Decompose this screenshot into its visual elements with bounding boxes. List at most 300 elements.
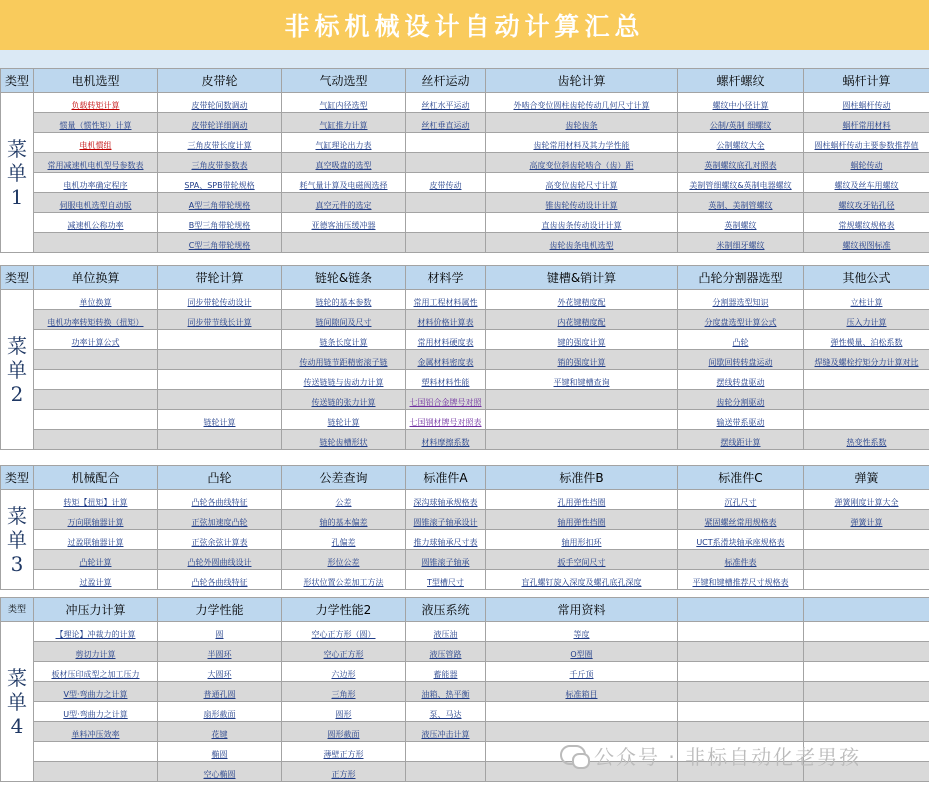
calc-link[interactable]: 公制螺纹大全	[716, 141, 765, 150]
table-cell	[282, 570, 406, 590]
calc-link[interactable]: C型三角带轮规格	[188, 241, 251, 250]
calc-link[interactable]: 链轮计算	[327, 418, 360, 427]
calc-link[interactable]: 正弦余弦计算表	[191, 538, 248, 547]
table-cell	[678, 490, 804, 510]
calc-link[interactable]: 圆锥滚子轴承	[421, 558, 470, 567]
table-cell	[406, 370, 486, 390]
table-cell	[678, 530, 804, 550]
calc-link[interactable]: 传送链的张力计算	[311, 398, 376, 407]
category-header: 气动选型	[282, 69, 406, 93]
table-row	[1, 173, 929, 193]
calc-link[interactable]: 英制螺纹	[724, 221, 757, 230]
category-header: 其他公式	[804, 266, 929, 290]
calc-link[interactable]: 板材压印成型之加工压力	[51, 670, 140, 679]
calc-link[interactable]: 泵、马达	[429, 710, 462, 719]
calc-link[interactable]: 三角皮带参数表	[191, 161, 248, 170]
calc-link[interactable]: 平键和键槽推荐尺寸规格表	[692, 578, 789, 587]
calc-link[interactable]: 高变位齿轮尺寸计算	[545, 181, 618, 190]
calc-link[interactable]: 扇形截面	[203, 710, 236, 719]
table-cell	[406, 490, 486, 510]
table-row	[1, 530, 929, 550]
calc-link[interactable]: 液压管路	[429, 650, 462, 659]
calc-link[interactable]: 圆柱蜗杆传动主要参数推荐值	[814, 141, 919, 150]
calc-link[interactable]: 凸轮计算	[79, 558, 112, 567]
table-cell	[406, 642, 486, 662]
table-cell	[158, 93, 282, 113]
calc-link[interactable]: 美制管细螺纹&英制电器螺纹	[689, 181, 792, 190]
table-cell	[158, 193, 282, 213]
calc-link[interactable]: 真空吸盘的选型	[315, 161, 372, 170]
calc-link[interactable]: 六边形	[331, 670, 356, 679]
table-cell	[804, 233, 929, 253]
table-cell	[406, 762, 486, 782]
calc-link[interactable]: 间歇回转转盘运动	[708, 358, 773, 367]
calc-link[interactable]: 摆线转盘驱动	[716, 378, 765, 387]
table-row	[1, 642, 929, 662]
calc-link[interactable]: 圆柱蜗杆传动	[842, 101, 891, 110]
table-cell	[678, 722, 804, 742]
calc-link[interactable]: 公差	[335, 498, 352, 507]
table-cell	[486, 430, 678, 450]
calc-link[interactable]: 传送链链与齿动力计算	[303, 378, 384, 387]
table-cell	[804, 570, 929, 590]
table-cell	[406, 330, 486, 350]
calc-link[interactable]: 功率计算公式	[71, 338, 120, 347]
calc-link[interactable]: U型·弯曲力之计算	[63, 710, 128, 719]
calc-link[interactable]: 外啮合变位圆柱齿轮传动几何尺寸计算	[513, 101, 650, 110]
calc-link[interactable]: 三角皮带长度计算	[187, 141, 252, 150]
table-cell	[678, 370, 804, 390]
calc-link[interactable]: 耗气量计算及电磁阀选择	[299, 181, 388, 190]
calc-link[interactable]: 输送带系驱动	[716, 418, 765, 427]
header-row	[1, 466, 929, 490]
calc-link[interactable]: 圆形截面	[327, 730, 360, 739]
table-cell	[804, 390, 929, 410]
category-header: 标准件C	[678, 466, 804, 490]
calc-link[interactable]: 惯量（惯性矩）计算	[59, 121, 132, 130]
table-cell	[678, 510, 804, 530]
calc-link[interactable]: 销的强度计算	[557, 358, 606, 367]
calc-link[interactable]: 内花键精度配	[557, 318, 606, 327]
table-row	[1, 622, 929, 642]
table-cell	[406, 530, 486, 550]
calc-link[interactable]: 高度变位斜齿轮啮合（齿）距	[529, 161, 634, 170]
table-cell	[406, 662, 486, 682]
calc-link[interactable]: 正弦加速度凸轮	[191, 518, 248, 527]
calc-link[interactable]: 孔偏差	[331, 538, 356, 547]
category-header: 齿轮计算	[486, 69, 678, 93]
table-cell	[486, 642, 678, 662]
table-cell	[282, 490, 406, 510]
table-cell	[282, 173, 406, 193]
table-cell	[406, 510, 486, 530]
table-cell	[158, 490, 282, 510]
table-cell	[406, 113, 486, 133]
calc-link[interactable]: V型·弯曲力之计算	[63, 690, 128, 699]
calc-link[interactable]: 过盈联轴器计算	[67, 538, 124, 547]
table-cell	[678, 570, 804, 590]
calc-link[interactable]: 推力球轴承尺寸表	[413, 538, 478, 547]
calc-link[interactable]: 空心椭圆	[203, 770, 236, 779]
table-cell	[486, 410, 678, 430]
table-cell	[34, 113, 158, 133]
category-header: 冲压力计算	[34, 598, 158, 622]
table-row	[1, 570, 929, 590]
table-cell	[282, 510, 406, 530]
title-bar	[0, 0, 929, 50]
calc-link[interactable]: 负载转矩计算	[71, 101, 120, 110]
calc-link[interactable]: 链轮计算	[203, 418, 236, 427]
calc-link[interactable]: 蓄能器	[433, 670, 458, 679]
table-cell	[678, 330, 804, 350]
calc-link[interactable]: 直齿齿条传动设计计算	[541, 221, 622, 230]
table-cell	[678, 350, 804, 370]
calc-link[interactable]: 常用工程材料属性	[413, 298, 478, 307]
table-cell	[282, 550, 406, 570]
category-header: 电机选型	[34, 69, 158, 93]
calc-link[interactable]: 形位公差	[327, 558, 360, 567]
calc-link[interactable]: 椭圆	[211, 750, 228, 759]
calc-link[interactable]: 弹性模量、泊松系数	[830, 338, 903, 347]
table-cell	[804, 370, 929, 390]
calc-link[interactable]: 真空元件的选定	[315, 201, 372, 210]
table-row	[1, 702, 929, 722]
category-header: 凸轮分割器选型	[678, 266, 804, 290]
table-cell	[406, 430, 486, 450]
calc-link[interactable]: 螺纹中小径计算	[712, 101, 769, 110]
calc-link[interactable]: T型槽尺寸	[427, 578, 464, 587]
table-cell	[34, 702, 158, 722]
calc-link[interactable]: 蜗轮传动	[850, 161, 883, 170]
calc-link[interactable]: 大圆环	[207, 670, 232, 679]
calc-link[interactable]: 单料冲压效率	[71, 730, 120, 739]
calc-link[interactable]: 齿轮分割驱动	[716, 398, 765, 407]
menu-label: 菜 单 3	[1, 490, 34, 590]
table-cell	[486, 370, 678, 390]
table-cell	[486, 570, 678, 590]
calc-link[interactable]: 分割器选型知识	[712, 298, 769, 307]
watermark	[560, 740, 861, 770]
table-cell	[158, 742, 282, 762]
table-cell	[34, 390, 158, 410]
table-cell	[406, 722, 486, 742]
calc-link[interactable]: 链轮齿槽形状	[319, 438, 368, 447]
category-header: 凸轮	[158, 466, 282, 490]
table-cell	[34, 173, 158, 193]
table-row	[1, 290, 929, 310]
category-header: 皮带轮	[158, 69, 282, 93]
calc-link[interactable]: 减速机公称功率	[67, 221, 124, 230]
calc-link[interactable]: 传动用链节距精密滚子链	[299, 358, 388, 367]
calc-link[interactable]: 皮带传动	[429, 181, 462, 190]
table-cell	[678, 133, 804, 153]
calc-link[interactable]: 亚德客油压缓冲器	[311, 221, 376, 230]
table-cell	[486, 310, 678, 330]
table-cell	[406, 742, 486, 762]
calc-link[interactable]: 三角形	[331, 690, 356, 699]
calc-link[interactable]: 沉孔尺寸	[724, 498, 757, 507]
table-cell	[804, 310, 929, 330]
table-cell	[282, 213, 406, 233]
calc-link[interactable]: 键的强度计算	[557, 338, 606, 347]
calc-link[interactable]: 链轮的基本参数	[315, 298, 372, 307]
table-row	[1, 310, 929, 330]
calc-link[interactable]: 材料摩擦系数	[421, 438, 470, 447]
table-cell	[486, 93, 678, 113]
calc-link[interactable]: B型三角带轮规格	[188, 221, 251, 230]
calc-link[interactable]: 电机功率转矩转换（扭矩）	[47, 318, 144, 327]
category-header	[678, 598, 804, 622]
header-row	[1, 69, 929, 93]
calc-link[interactable]: 轴用弹性挡圈	[557, 518, 606, 527]
calc-link[interactable]: UCT系滑块轴承座规格表	[696, 538, 785, 547]
table-cell	[34, 510, 158, 530]
table-cell	[158, 290, 282, 310]
table-cell	[406, 350, 486, 370]
calc-link[interactable]: 电机功率确定程序	[63, 181, 128, 190]
calc-link[interactable]: 单位换算	[79, 298, 112, 307]
table-cell	[158, 642, 282, 662]
table-cell	[804, 530, 929, 550]
calc-link[interactable]: 皮带轮详细调动	[191, 121, 248, 130]
calc-link[interactable]: 焊缝及螺栓拧矩分力计算对比	[814, 358, 919, 367]
category-header: 蜗杆计算	[804, 69, 929, 93]
calc-link[interactable]: 常用材料硬度表	[417, 338, 474, 347]
calc-link[interactable]: 深沟球轴承规格表	[413, 498, 478, 507]
calc-link[interactable]: 转矩【扭矩】计算	[63, 498, 128, 507]
calc-link[interactable]: 气缸推力计算	[319, 121, 368, 130]
table-row	[1, 410, 929, 430]
table-row	[1, 390, 929, 410]
table-cell	[34, 682, 158, 702]
calc-link[interactable]: 电机慣组	[79, 141, 112, 150]
table-cell	[678, 410, 804, 430]
table-cell	[34, 550, 158, 570]
table-cell	[486, 193, 678, 213]
table-cell	[282, 682, 406, 702]
calc-link[interactable]: 油箱、热平衡	[421, 690, 470, 699]
table-row	[1, 370, 929, 390]
calc-link[interactable]: 同步带节线长计算	[187, 318, 252, 327]
calc-link[interactable]: 七国钢材牌号对照表	[409, 418, 482, 427]
table-cell	[678, 193, 804, 213]
calc-link[interactable]: 丝杠水平运动	[421, 101, 470, 110]
calc-link[interactable]: 盲孔螺钉旋入深度及螺孔底孔深度	[521, 578, 642, 587]
calc-link[interactable]: 英制、美制管螺纹	[708, 201, 773, 210]
table-cell	[158, 762, 282, 782]
table-cell	[678, 173, 804, 193]
calc-link[interactable]: 等度	[573, 630, 590, 639]
calc-link[interactable]: SPA、SPB带轮规格	[184, 181, 255, 190]
table-cell	[406, 550, 486, 570]
table-cell	[282, 642, 406, 662]
table-cell	[158, 370, 282, 390]
table-cell	[158, 173, 282, 193]
table-cell	[678, 233, 804, 253]
calc-link[interactable]: 锥齿轮传动设计计算	[545, 201, 618, 210]
table-cell	[678, 682, 804, 702]
calc-link[interactable]: 半圆环	[207, 650, 232, 659]
table-cell	[158, 622, 282, 642]
type-header: 类型	[1, 266, 34, 290]
table-cell	[282, 662, 406, 682]
table-cell	[486, 722, 678, 742]
category-header: 液压系统	[406, 598, 486, 622]
calc-link[interactable]: 七国铝合金牌号对照	[409, 398, 482, 407]
table-cell	[486, 133, 678, 153]
table-row	[1, 682, 929, 702]
category-header: 丝杆运动	[406, 69, 486, 93]
table-cell	[804, 93, 929, 113]
table-cell	[34, 133, 158, 153]
table-cell	[804, 133, 929, 153]
calc-link[interactable]: 立柱计算	[850, 298, 883, 307]
calc-link[interactable]: 螺纹攻牙钻孔径	[838, 201, 895, 210]
calc-link[interactable]: 英制螺纹底孔对照表	[704, 161, 777, 170]
table-cell	[282, 310, 406, 330]
table-cell	[804, 702, 929, 722]
calc-link[interactable]: 剪切力计算	[75, 650, 116, 659]
table-cell	[804, 722, 929, 742]
table-cell	[406, 233, 486, 253]
calc-link[interactable]: 液压油	[433, 630, 458, 639]
calc-link[interactable]: 过盈计算	[79, 578, 112, 587]
calc-link[interactable]: 孔用弹性挡圈	[557, 498, 606, 507]
calc-link[interactable]: 标准箱目	[565, 690, 598, 699]
table-cell	[406, 570, 486, 590]
calc-link[interactable]: 伺服电机选型自动版	[59, 201, 132, 210]
table-cell	[34, 290, 158, 310]
calc-link[interactable]: 米制细牙螺纹	[716, 241, 765, 250]
category-header: 链轮&链条	[282, 266, 406, 290]
calc-link[interactable]: 薄壁正方形	[323, 750, 364, 759]
calc-link[interactable]: 压入力计算	[846, 318, 887, 327]
table-cell	[34, 93, 158, 113]
calc-link[interactable]: 螺纹视图标准	[842, 241, 891, 250]
calc-link[interactable]: 轴的基本偏差	[319, 518, 368, 527]
calc-link[interactable]: 千斤顶	[569, 670, 594, 679]
calc-link[interactable]: 标准件表	[724, 558, 757, 567]
table-cell	[406, 193, 486, 213]
table-cell	[486, 682, 678, 702]
calc-link[interactable]: 液压冲击计算	[421, 730, 470, 739]
table-cell	[486, 622, 678, 642]
calc-link[interactable]: 链间隙间及尺寸	[315, 318, 372, 327]
calc-link[interactable]: 气缸理论出力表	[315, 141, 372, 150]
table-cell	[804, 662, 929, 682]
table-cell	[804, 350, 929, 370]
table-cell	[34, 410, 158, 430]
calc-link[interactable]: A型三角带轮规格	[188, 201, 251, 210]
calc-link[interactable]: 弹簧计算	[850, 518, 883, 527]
calc-link[interactable]: 热变性系数	[846, 438, 887, 447]
calc-link[interactable]: 链条长度计算	[319, 338, 368, 347]
calc-link[interactable]: 螺纹及丝车用螺纹	[834, 181, 899, 190]
calc-link[interactable]: 公制/英制 细螺纹	[709, 121, 772, 130]
calc-link[interactable]: 正方形	[331, 770, 356, 779]
calc-link[interactable]: 花键	[211, 730, 228, 739]
calc-link[interactable]: 形状位置公差加工方法	[303, 578, 384, 587]
menu-label: 菜 单 2	[1, 290, 34, 450]
calc-link[interactable]: 皮带轮间数调动	[191, 101, 248, 110]
table-cell	[282, 390, 406, 410]
table-cell	[804, 510, 929, 530]
table-cell	[282, 742, 406, 762]
table-cell	[34, 662, 158, 682]
calc-link[interactable]: 齿轮常用材料及其力学性能	[533, 141, 630, 150]
calc-link[interactable]: 普通孔圆	[203, 690, 236, 699]
calc-link[interactable]: 齿轮齿条	[565, 121, 598, 130]
table-row	[1, 330, 929, 350]
calc-link[interactable]: 凸轮	[732, 338, 749, 347]
table-cell	[406, 390, 486, 410]
calc-link[interactable]: 圆形	[335, 710, 352, 719]
calc-link[interactable]: 扳手空间尺寸	[557, 558, 606, 567]
calc-link[interactable]: 轴用形扣环	[561, 538, 602, 547]
calc-link[interactable]: O型圈	[570, 650, 593, 659]
table-cell	[486, 510, 678, 530]
table-cell	[34, 370, 158, 390]
calc-link[interactable]: 分度盘选型计算公式	[704, 318, 777, 327]
calc-link[interactable]: 材料价格计算表	[417, 318, 474, 327]
category-header: 常用资料	[486, 598, 678, 622]
calc-link[interactable]: 万向联轴器计算	[67, 518, 124, 527]
calc-link[interactable]: 空心正方形	[323, 650, 364, 659]
table-cell	[486, 173, 678, 193]
calc-link[interactable]: 常用减速机电机型号参数表	[47, 161, 144, 170]
table-cell	[486, 702, 678, 722]
table-cell	[34, 722, 158, 742]
calc-link[interactable]: 蜗杆常用材料	[842, 121, 891, 130]
table-cell	[804, 622, 929, 642]
table-cell	[678, 153, 804, 173]
table-cell	[486, 350, 678, 370]
table-cell	[282, 93, 406, 113]
table-cell	[486, 662, 678, 682]
calc-link[interactable]: 气缸内径选型	[319, 101, 368, 110]
calc-link[interactable]: 金属材料密度表	[417, 358, 474, 367]
calc-link[interactable]: 弹簧刚度计算大全	[834, 498, 899, 507]
calc-link[interactable]: 平键和键槽查询	[553, 378, 610, 387]
calc-link[interactable]: 同步带轮传动设计	[187, 298, 252, 307]
category-header: 螺杆螺纹	[678, 69, 804, 93]
table-cell	[282, 722, 406, 742]
calc-link[interactable]: 圆	[215, 630, 224, 639]
table-cell	[678, 113, 804, 133]
calc-link[interactable]: 丝杠垂直运动	[421, 121, 470, 130]
calc-link[interactable]: 圆锥滚子轴承设计	[413, 518, 478, 527]
calc-link[interactable]: 【理论】冲裁力的计算	[55, 630, 136, 639]
calc-link[interactable]: 塑料材料性能	[421, 378, 470, 387]
table-cell	[486, 213, 678, 233]
calc-link[interactable]: 齿轮齿条电机选型	[549, 241, 614, 250]
table-cell	[486, 530, 678, 550]
category-header	[804, 598, 929, 622]
calc-link[interactable]: 摆线距计算	[720, 438, 761, 447]
calc-link[interactable]: 紧固螺丝常用规格表	[704, 518, 777, 527]
calc-link[interactable]: 凸轮各曲线特征	[191, 498, 248, 507]
calc-link[interactable]: 外花键精度配	[557, 298, 606, 307]
table-cell	[678, 213, 804, 233]
table-row	[1, 510, 929, 530]
calc-link[interactable]: 常规螺纹规格表	[838, 221, 895, 230]
table-cell	[486, 113, 678, 133]
calc-link[interactable]: 凸轮外圆曲线设计	[187, 558, 252, 567]
table-cell	[158, 530, 282, 550]
table-cell	[158, 702, 282, 722]
calc-link[interactable]: 凸轮各曲线特征	[191, 578, 248, 587]
calc-link[interactable]: 空心正方形（圆）	[311, 630, 376, 639]
